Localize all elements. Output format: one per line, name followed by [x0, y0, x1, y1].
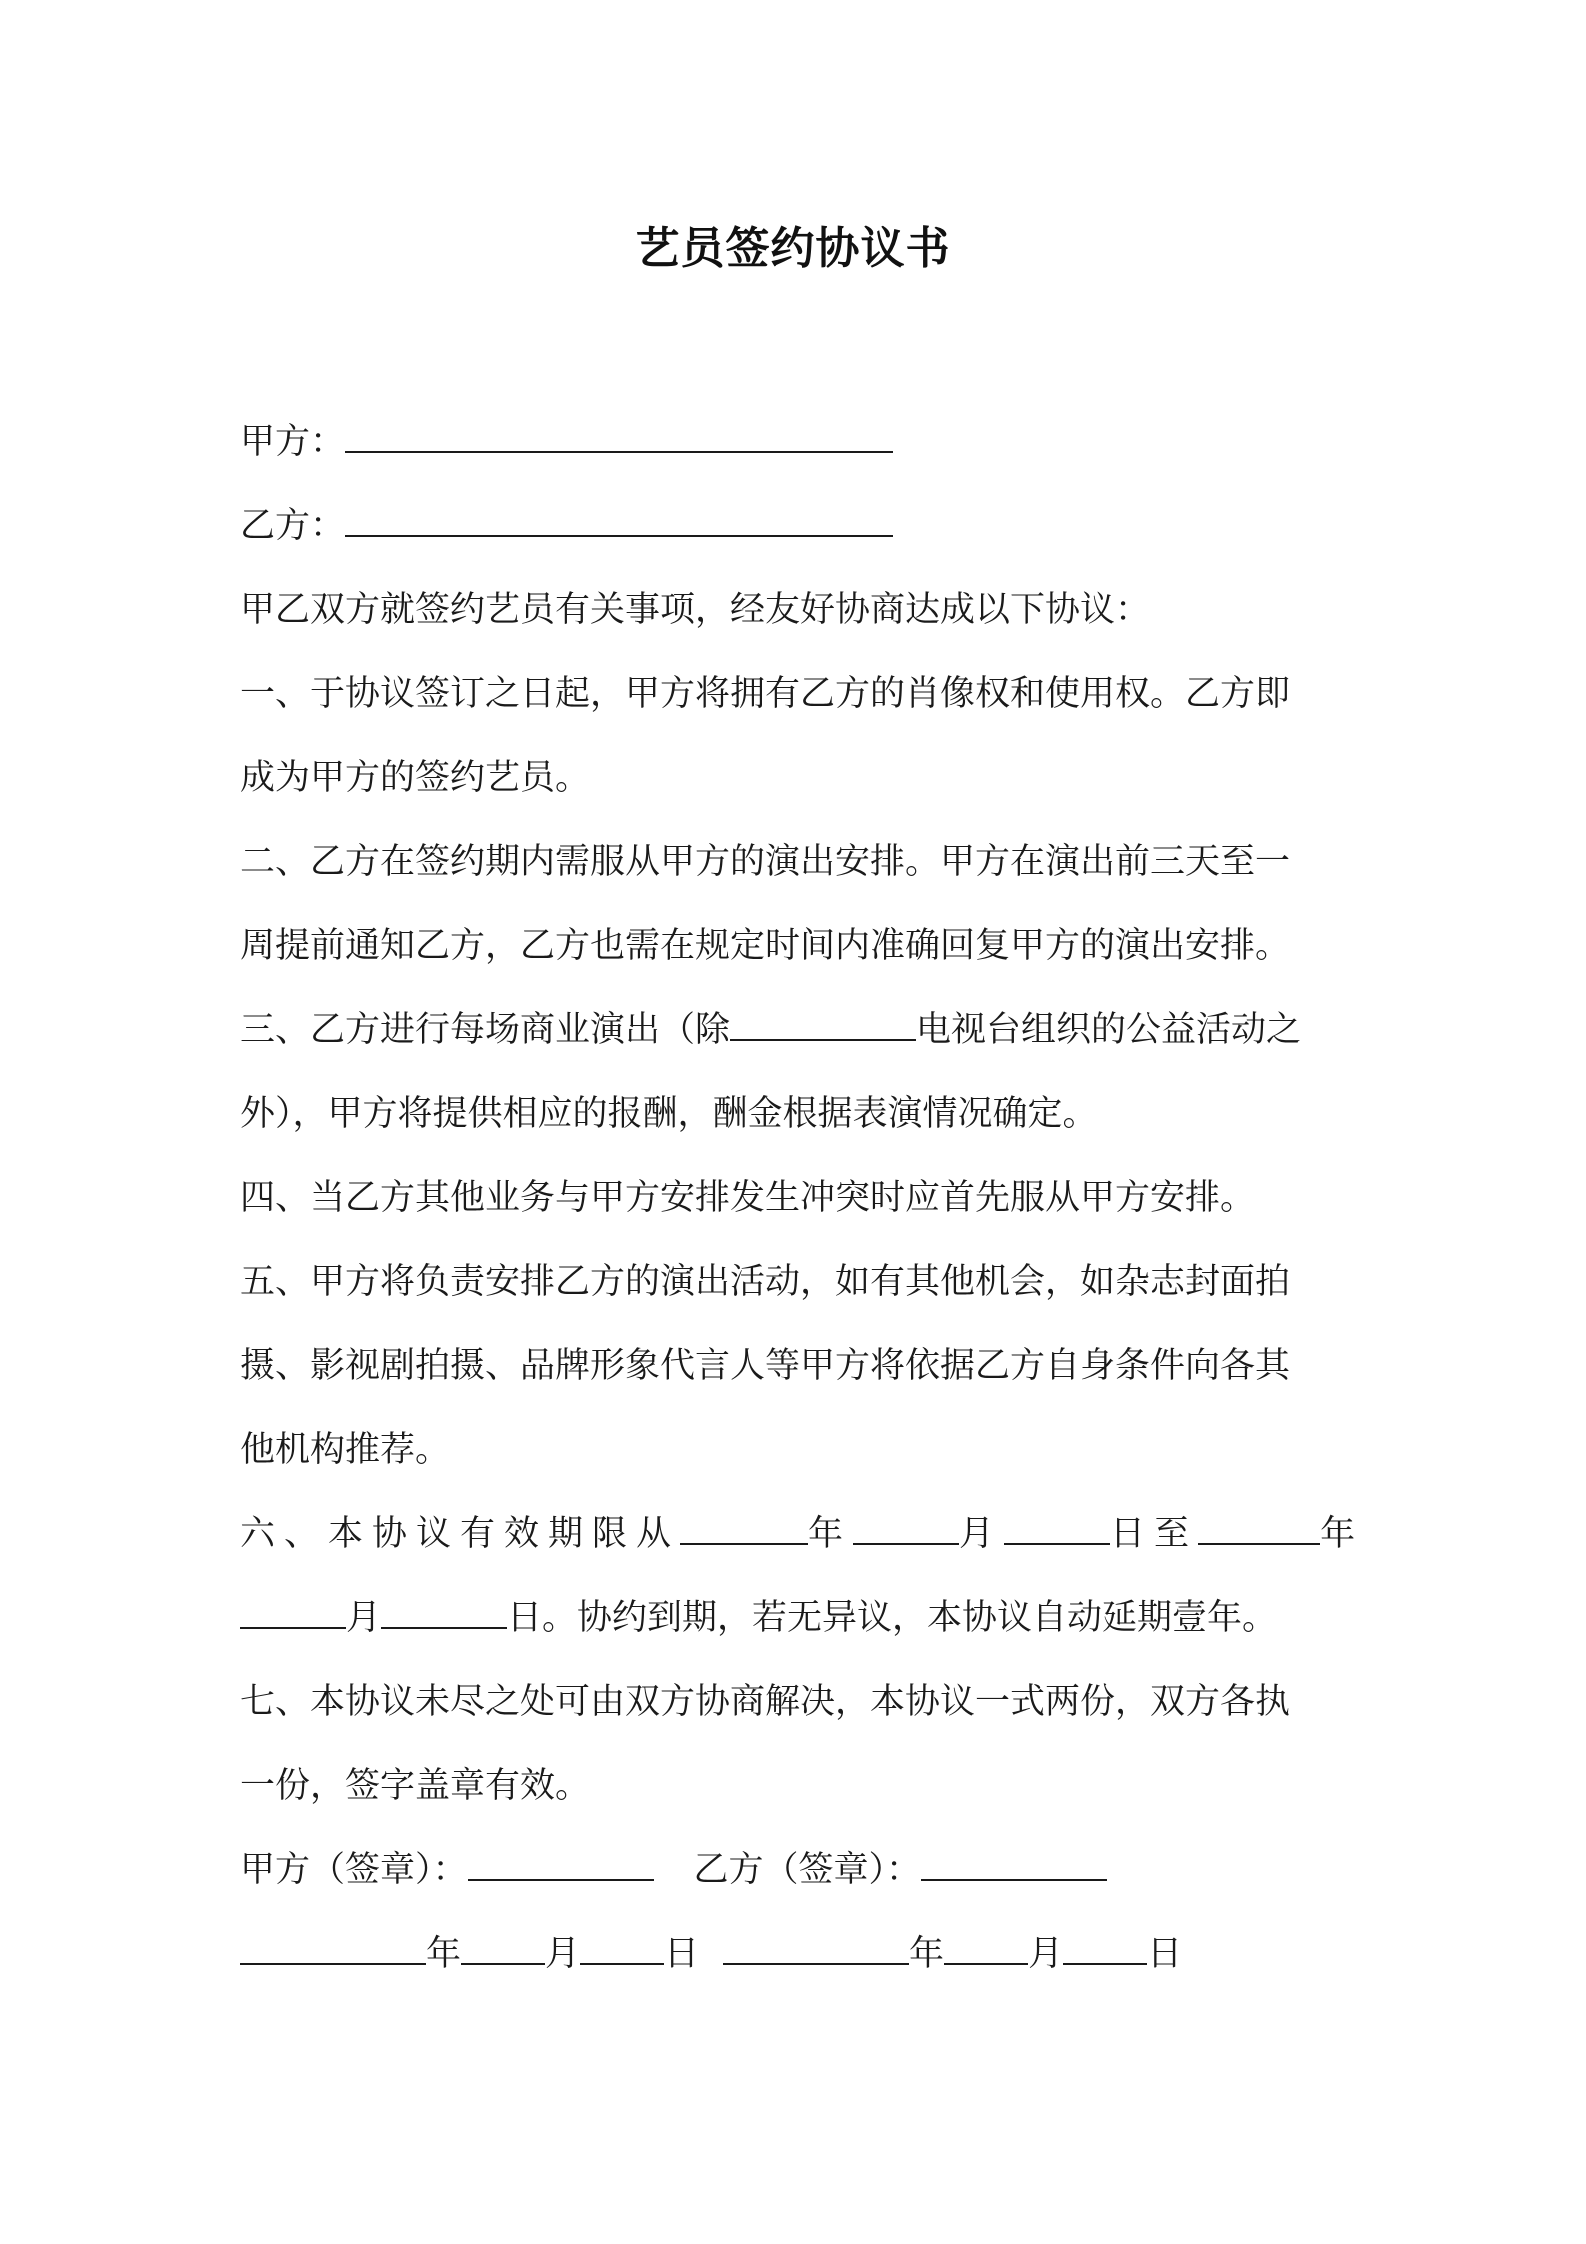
intro-line: 甲乙双方就签约艺员有关事项，经友好协商达成以下协议：	[240, 590, 1151, 630]
clause-3-line-2: 外），甲方将提供相应的报酬，酬金根据表演情况确定。	[240, 1094, 1098, 1134]
clause-3-line-1	[240, 988, 1360, 1072]
clause-3-blank	[730, 1009, 916, 1041]
document-body	[240, 400, 1360, 1996]
clause-6-month-label: 月	[959, 1514, 995, 1554]
clause-6-end-year-blank	[1198, 1513, 1320, 1545]
date-b-month-blank	[944, 1933, 1028, 1965]
clause-3-part-b: 电视台组织的公益活动之	[916, 1010, 1302, 1050]
clause-6-year-label-2: 年	[1320, 1514, 1356, 1554]
clause-6-end-month-blank	[240, 1597, 346, 1629]
sign-a-label: 甲方（签章）：	[240, 1850, 468, 1890]
clause-1-line-1: 一、于协议签订之日起，甲方将拥有乙方的肖像权和使用权。乙方即	[240, 674, 1291, 714]
date-a-day-blank	[580, 1933, 664, 1965]
clause-6-month-label-2: 月	[346, 1598, 382, 1638]
clause-2-line-2: 周提前通知乙方，乙方也需在规定时间内准确回复甲方的演出安排。	[240, 926, 1291, 966]
clause-6-year-label: 年	[808, 1514, 844, 1554]
clause-6-end-text: 日。协约到期，若无异议，本协议自动延期壹年。	[507, 1598, 1278, 1638]
clause-3-part-a: 三、乙方进行每场商业演出（除	[240, 1010, 731, 1050]
clause-6-part-a: 六、本协议有效期限从	[240, 1514, 681, 1554]
date-a-month-blank	[461, 1933, 545, 1965]
clause-7-line-2: 一份，签字盖章有效。	[240, 1766, 591, 1806]
clause-6-line-1	[240, 1492, 1360, 1576]
date-a-year-blank	[240, 1933, 426, 1965]
date-a-day-label: 日	[664, 1934, 700, 1974]
signature-line	[240, 1828, 1360, 1912]
date-b-day-blank	[1063, 1933, 1147, 1965]
date-line	[240, 1912, 1360, 1996]
date-b-year-blank	[723, 1933, 909, 1965]
clause-5-line-1: 五、甲方将负责安排乙方的演出活动，如有其他机会，如杂志封面拍	[240, 1262, 1291, 1302]
date-b-day-label: 日	[1147, 1934, 1183, 1974]
clause-6-line-2	[240, 1576, 1360, 1660]
clause-5-line-3: 他机构推荐。	[240, 1430, 451, 1470]
clause-4-line: 四、当乙方其他业务与甲方安排发生冲突时应首先服从甲方安排。	[240, 1178, 1256, 1218]
sign-a-blank	[468, 1849, 654, 1881]
party-b-label: 乙方：	[240, 506, 346, 546]
date-a-year-label: 年	[426, 1934, 462, 1974]
clause-6-end-day-blank	[381, 1597, 507, 1629]
clause-6-start-day-blank	[1004, 1513, 1110, 1545]
date-b-year-label: 年	[909, 1934, 945, 1974]
sign-b-blank	[921, 1849, 1107, 1881]
document-title: 艺员签约协议书	[635, 223, 951, 274]
party-b-line	[240, 484, 1360, 568]
clause-5-line-2: 摄、影视剧拍摄、品牌形象代言人等甲方将依据乙方自身条件向各其	[240, 1346, 1291, 1386]
date-b-month-label: 月	[1028, 1934, 1064, 1974]
sign-b-label: 乙方（签章）：	[693, 1850, 922, 1890]
clause-6-day-to-label: 日至	[1110, 1514, 1199, 1554]
clause-1-line-2: 成为甲方的签约艺员。	[240, 758, 591, 798]
date-a-month-label: 月	[545, 1934, 581, 1974]
clause-6-start-year-blank	[680, 1513, 808, 1545]
party-a-blank	[345, 421, 893, 453]
clause-6-start-month-blank	[853, 1513, 959, 1545]
party-b-blank	[345, 505, 893, 537]
party-a-label: 甲方：	[240, 422, 346, 462]
clause-7-line-1: 七、本协议未尽之处可由双方协商解决，本协议一式两份，双方各执	[240, 1682, 1291, 1722]
party-a-line	[240, 400, 1360, 484]
clause-2-line-1: 二、乙方在签约期内需服从甲方的演出安排。甲方在演出前三天至一	[240, 842, 1291, 882]
